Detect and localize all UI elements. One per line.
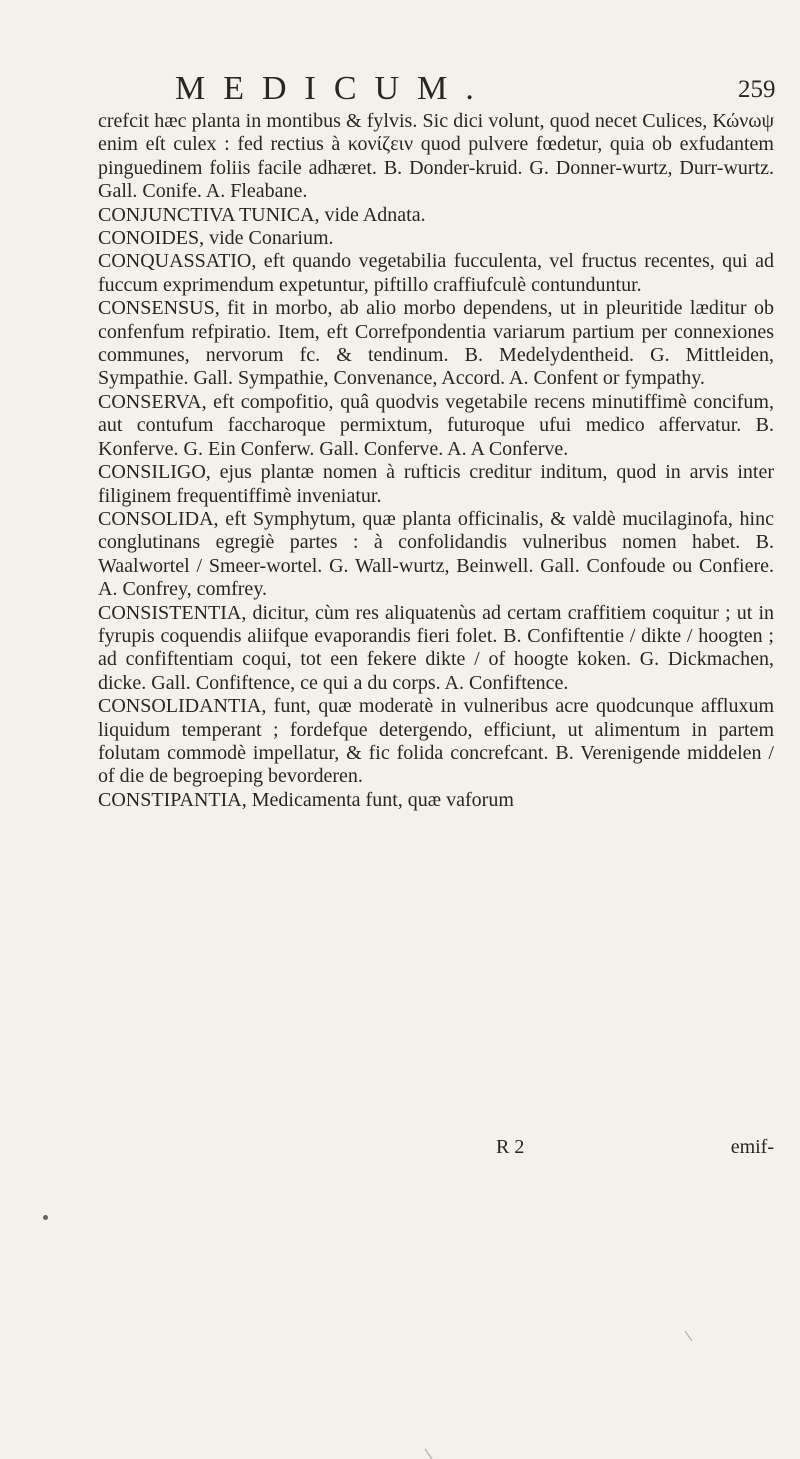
entry-conserva: CONSERVA, eft compofitio, quâ quodvis vegetabile recens minutiffimè concifum, aut contufum faccharoque permixtum, futuroque ufui medico affervatur. B. Konferve. G. Ein Conferw. Gall. Conferve. A. A Conferve. — [98, 390, 774, 460]
entry-consolida: CONSOLIDA, eft Symphytum, quæ planta officinalis, & valdè mucilaginofa, hinc conglutinans egregiè partes : à confolidandis vulneribus nomen habet. B. Waalwortel / Smeer-wortel. G. Wall-wurtz, Beinwell. Gall. Confoude ou Confiere. A. Confrey, comfrey. — [98, 507, 774, 601]
page-header — [0, 70, 800, 110]
entry-consolidantia: CONSOLIDANTIA, funt, quæ moderatè in vulneribus acre quodcunque affluxum liquidum temperant ; fordefque detergendo, efficiunt, ut alimentum in partem folutam commodè impellatur, & fic folida concrefcant. B. Verenigende middelen / of die de begroeping bevorderen. — [98, 695, 774, 788]
ink-speck — [43, 1215, 48, 1220]
entry-consiligo: CONSILIGO, ejus plantæ nomen à rufticis creditur inditum, quod in arvis inter filiginem frequentiffimè inveniatur. — [98, 461, 774, 507]
page-footer — [98, 1136, 774, 1166]
paper-fiber-mark — [685, 1331, 693, 1341]
entry-conjunctiva-tunica: CONJUNCTIVA TUNICA, vide Adnata. — [98, 203, 426, 226]
dictionary-text — [98, 110, 774, 812]
page-number: 259 — [738, 76, 776, 103]
signature-mark: R 2 — [496, 1136, 525, 1158]
catchword: emif- — [730, 1136, 774, 1158]
entry-conquassatio: CONQUASSATIO, eft quando vegetabilia fucculenta, vel fructus recentes, qui ad fuccum exprimendum expetuntur, piftillo craffiufculè contunduntur. — [98, 250, 774, 296]
entry-consensus: CONSENSUS, fit in morbo, ab alio morbo dependens, ut in pleuritide læditur ob confenfum refpiratio. Item, eft Correfpondentia variarum partium per connexiones communes, nervorum fc. & tendinum. B. Medelydentheid. G. Mittleiden, Sympathie. Gall. Sympathie, Convenance, Accord. A. Confent or fympathy. — [98, 297, 774, 390]
entry-conoides: CONOIDES, vide Conarium. — [98, 227, 334, 250]
entry-constipantia: CONSTIPANTIA, Medicamenta funt, quæ vaforum — [98, 788, 514, 811]
entry-consistentia: CONSISTENTIA, dicitur, cùm res aliquatenùs ad certam craffitiem coquitur ; ut in fyrupis coquendis aliifque evaporandis fieri folet. B. Confiftentie / dikte / hoogten ; ad confiftentiam coqui, tot een fekere dikte / of hoogte koken. G. Dickmachen, dicke. Gall. Confiftence, ce qui a du corps. A. Confiftence. — [98, 601, 774, 694]
running-head: MEDICUM. — [175, 70, 492, 107]
entry-conifa-continued: crefcit hæc planta in montibus & fylvis. Sic dici volunt, quod necet Culices, Κώνωψ enim eſt culex : fed rectius à κονίζειν quod pulvere fœdetur, quia ob exfudantem pinguedinem foliis facile adhæret. B. Donder-kruid. G. Donner-wurtz, Durr-wurtz. Gall. Conife. A. Fleabane. — [98, 110, 774, 203]
